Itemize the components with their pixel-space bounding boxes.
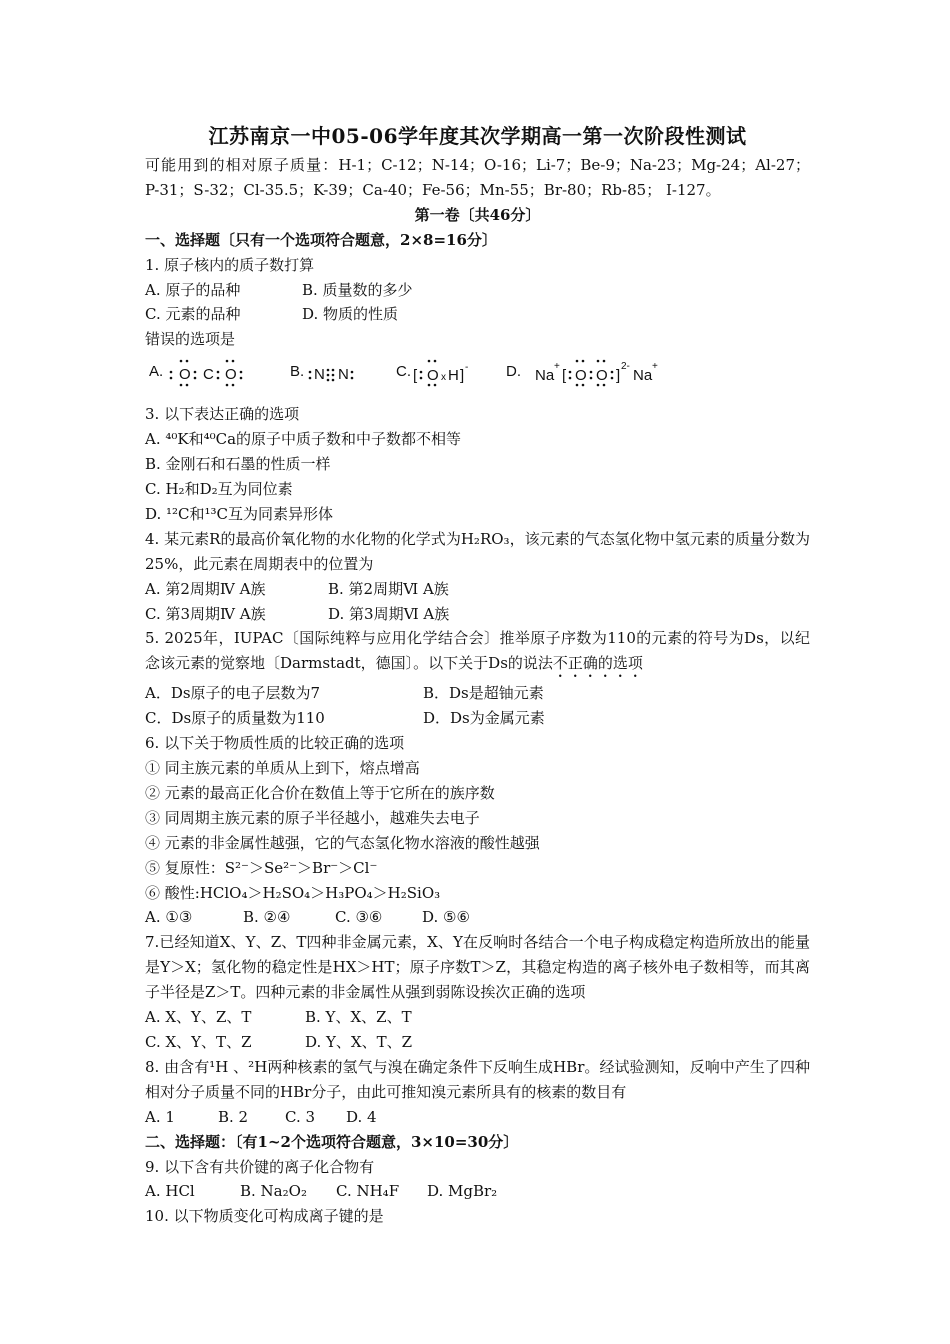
q6-option-a: A. ①③ [145, 908, 193, 927]
q6-statement-6: ⑥ 酸性:HClO₄＞H₂SO₄＞H₃PO₄＞H₂SiO₃ [145, 883, 441, 902]
q4-option-b: B. 第2周期Ⅵ A族 [328, 579, 449, 598]
q7-option-d: D. Y、X、T、Z [305, 1033, 413, 1051]
svg-text:]: ] [460, 367, 465, 385]
q6-statement-4: ④ 元素的非金属性越强，它的气态氢化物水溶液的酸性越强 [145, 833, 540, 852]
svg-text:N: N [338, 366, 350, 384]
q3-option-a: A. ⁴⁰K和⁴⁰Ca的原子中质子数和中子数都不相等 [145, 430, 462, 449]
svg-text:N: N [314, 366, 326, 384]
atomic-masses-note: 可能用到的相对原子质量：H-1；C-12；N-14；O-16；Li-7；Be-9；Na-23；Mg-24；Al-27；P-31；S-32；Cl-35.5；K-39；Ca-40；Fe-56；Mn-55；Br-80；Rb-85； I-127。 [145, 156, 810, 199]
svg-text:]: ] [616, 367, 621, 385]
volume-heading: 第一卷〔共46分〕 [414, 205, 541, 224]
q2-option-b [290, 353, 396, 389]
q6-option-b: B. ②④ [243, 908, 291, 927]
section-1-heading: 一、选择题〔只有一个选项符合题意，2×8=16分〕 [145, 230, 497, 249]
q4-option-a: A. 第2周期Ⅳ A族 [145, 579, 266, 598]
question-6-stem: 6. 以下关于物质性质的比较正确的选项 [145, 734, 405, 753]
svg-text:Na: Na [535, 367, 555, 385]
svg-text:+: + [652, 361, 658, 373]
q6-statement-1: ① 同主族元素的单质从上到下，熔点增高 [145, 759, 420, 778]
svg-text:O: O [179, 366, 191, 384]
q4-option-c: C. 第3周期Ⅳ A族 [145, 604, 266, 623]
question-4-options-row-1 [145, 577, 810, 602]
q5-option-a: A．Ds原子的电子层数为7 [145, 684, 321, 703]
question-5-options-row-2 [145, 706, 810, 731]
question-3-stem: 3. 以下表达正确的选项 [145, 405, 300, 424]
q3-option-b: B. 金刚石和石墨的性质一样 [145, 455, 331, 474]
q7-option-a: A. X、Y、Z、T [145, 1008, 252, 1027]
q7-option-b: B. Y、X、Z、T [305, 1008, 412, 1027]
svg-text:O: O [596, 367, 608, 385]
question-4-options-row-2 [145, 602, 810, 627]
q1-option-c: C. 元素的品种 [145, 305, 241, 324]
svg-text:[: [ [562, 367, 567, 385]
svg-text:[: [ [413, 367, 418, 385]
q9-option-b: B. Na₂O₂ [240, 1182, 307, 1201]
q1-option-b: B. 质量数的多少 [302, 280, 413, 299]
svg-text:+: + [554, 361, 560, 373]
q6-statement-5: ⑤ 复原性：S²⁻＞Se²⁻＞Br⁻＞Cl⁻ [145, 858, 378, 877]
q8-option-b: B. 2 [218, 1107, 249, 1126]
svg-text:-: - [465, 362, 469, 374]
svg-text:2-: 2- [621, 361, 630, 373]
question-4-stem: 4. 某元素R的最高价氧化物的水化物的化学式为H₂RO₃，该元素的气态氢化物中氢元素的质量分数为25%，此元素在周期表中的位置为 [145, 529, 810, 573]
question-9-options [145, 1179, 810, 1204]
question-1-options-row-2 [145, 302, 810, 327]
q2-option-c-label: C. [396, 362, 411, 380]
section-2-heading: 二、选择题：〔有1~2个选项符合题意，3×10=30分〕 [145, 1132, 519, 1151]
spacer [145, 390, 810, 402]
q5-option-b: B．Ds是超铀元素 [423, 684, 544, 703]
svg-text:C: C [203, 366, 215, 384]
q2-option-b-label: B. [290, 362, 305, 380]
q5-option-d: D．Ds为金属元素 [423, 709, 545, 728]
co2-electron-formula [167, 353, 277, 389]
svg-text:H: H [448, 367, 459, 385]
q8-option-c: C. 3 [285, 1107, 316, 1126]
question-9-stem: 9. 以下含有共价键的离子化合物有 [145, 1157, 375, 1176]
svg-text:O: O [575, 367, 587, 385]
q8-option-d: D. 4 [346, 1107, 377, 1126]
question-8-options [145, 1105, 810, 1130]
q5-option-c: C．Ds原子的质量数为110 [145, 709, 325, 728]
q4-option-d: D. 第3周期Ⅵ A族 [328, 604, 450, 623]
question-6-options [145, 905, 810, 930]
question-7-options-row-1 [145, 1005, 810, 1030]
q9-option-c: C. NH₄F [336, 1182, 400, 1201]
svg-text:x: x [441, 372, 446, 384]
question-7-options-row-2 [145, 1030, 810, 1055]
q2-option-d [506, 353, 705, 389]
question-5-stem [145, 626, 810, 681]
question-2-stem: 错误的选项是 [145, 330, 236, 349]
n2-electron-formula [308, 353, 378, 389]
question-2-structures [145, 352, 810, 390]
q6-statement-2: ② 元素的最高正化合价在数值上等于它所在的族序数 [145, 783, 495, 802]
q1-option-d: D. 物质的性质 [302, 305, 399, 324]
sodium-peroxide-electron-formula [535, 353, 705, 389]
question-5-options-row-1 [145, 681, 810, 706]
question-8-stem: 8. 由含有¹H 、²H两种核素的氢气与溴在确定条件下反响生成HBr。经试验测知，反响中产生了四种相对分子质量不同的HBr分子，由此可推知溴元素所具有的核素的数目有 [145, 1057, 810, 1101]
q1-option-a: A. 原子的品种 [145, 280, 241, 299]
q3-option-d: D. ¹²C和¹³C互为同素异形体 [145, 504, 334, 523]
q3-option-c: C. H₂和D₂互为同位素 [145, 479, 293, 498]
q6-option-d: D. ⑤⑥ [422, 908, 470, 927]
question-7-stem: 7.已经知道X、Y、Z、T四种非金属元素，X、Y在反响时各结合一个电子构成稳定构造所放出的能量是Y＞X；氢化物的稳定性是HX＞HT；原子序数T＞Z，其稳定构造的离子核外电子数相等，而其离子半径是Z＞T。四种元素的非金属性从强到弱陈设挨次正确的选项 [145, 933, 810, 1002]
question-10-stem: 10. 以下物质变化可构成离子键的是 [145, 1207, 384, 1226]
q5-stem-emphasis: 不正确的选项 [552, 654, 643, 673]
svg-text:Na: Na [633, 367, 653, 385]
svg-text:O: O [427, 367, 439, 385]
exam-title: 江苏南京一中05-06学年度其次学期高一第一次阶段性测试 [208, 124, 747, 148]
question-1-stem: 1. 原子核内的质子数打算 [145, 255, 315, 274]
q2-option-a [145, 353, 290, 389]
q6-option-c: C. ③⑥ [335, 908, 383, 927]
q9-option-d: D. MgBr₂ [427, 1182, 498, 1201]
q2-option-c [396, 353, 506, 389]
q7-option-c: C. X、Y、T、Z [145, 1033, 252, 1051]
hydroxide-electron-formula [413, 353, 503, 389]
q8-option-a: A. 1 [145, 1107, 175, 1126]
svg-text:O: O [225, 366, 237, 384]
exam-page [145, 120, 810, 1229]
question-1-options-row-1 [145, 278, 810, 303]
q9-option-a: A. HCl [145, 1182, 195, 1201]
q6-statement-3: ③ 同周期主族元素的原子半径越小，越难失去电子 [145, 808, 480, 827]
q2-option-d-label: D. [506, 362, 521, 380]
q5-stem-text: 5. 2025年，IUPAC〔国际纯粹与应用化学结合会〕推举原子序数为110的元素的符号为Ds，以纪念该元素的觉察地〔Darmstadt，德国〕。以下关于Ds的说法 [145, 629, 810, 673]
q2-option-a-label: A. [149, 362, 164, 380]
